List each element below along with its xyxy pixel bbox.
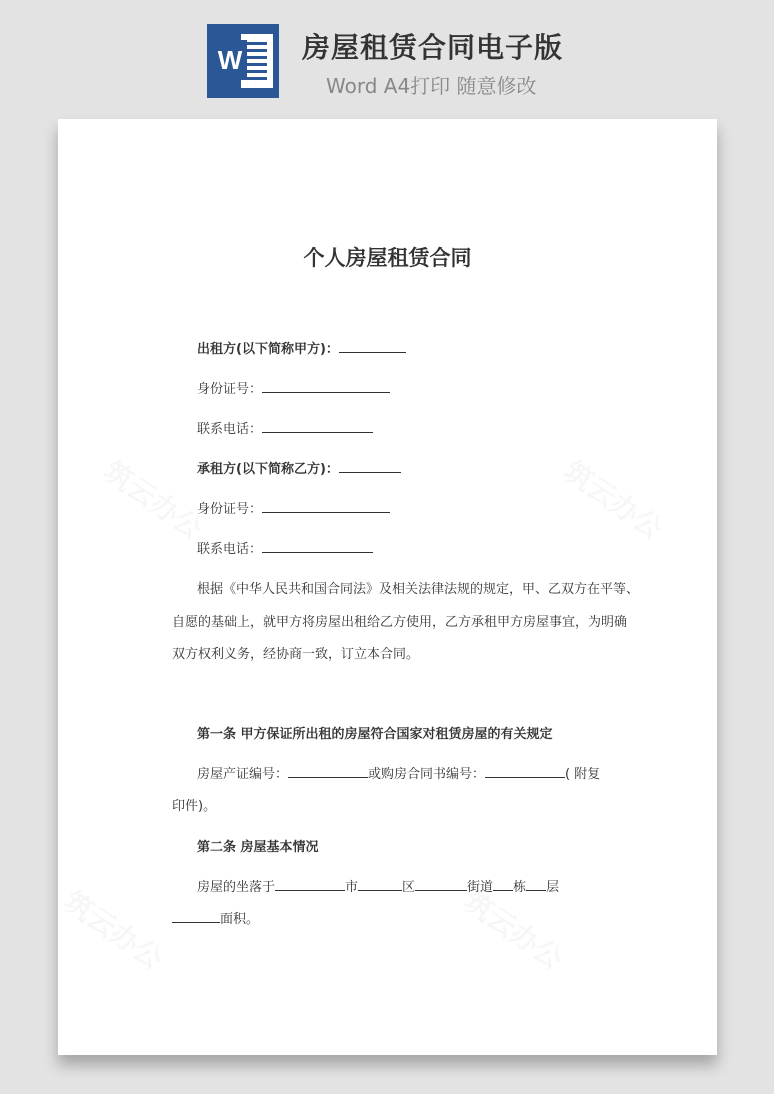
lessee-phone-blank[interactable]: [262, 539, 373, 553]
article2-line-2: [172, 908, 259, 927]
floor-label: 层: [546, 880, 560, 895]
document-title: 个人房屋租赁合同: [303, 246, 472, 270]
contract-blank[interactable]: [485, 764, 565, 778]
lessor-id-blank[interactable]: [262, 379, 390, 393]
lessee-phone-label: 联系电话：: [197, 542, 263, 557]
area-label: 面积。: [220, 912, 260, 927]
floor-blank[interactable]: [526, 877, 546, 891]
intro-line-3: 双方权利义务，经协商一致，订立本合同。: [172, 647, 420, 662]
watermark: [557, 450, 672, 547]
contract-label: 或购房合同书编号：: [368, 767, 486, 782]
city-blank[interactable]: [275, 877, 345, 891]
lessor-label: 出租方(以下简称甲方)：: [197, 342, 339, 357]
article2-line: [197, 876, 559, 895]
lessor-line: [197, 338, 406, 357]
street-blank[interactable]: [415, 877, 467, 891]
watermark: [457, 880, 572, 977]
district-blank[interactable]: [358, 877, 402, 891]
lessee-id-blank[interactable]: [262, 499, 390, 513]
lessor-phone-line: [197, 418, 373, 437]
lessee-line: [197, 458, 401, 477]
header: [0, 0, 774, 110]
street-label: 街道: [467, 880, 494, 895]
lessor-id-line: [197, 378, 390, 397]
building-blank[interactable]: [493, 877, 513, 891]
lessee-blank[interactable]: [339, 459, 401, 473]
lessor-phone-blank[interactable]: [262, 419, 373, 433]
intro-line-2: 自愿的基础上，就甲方将房屋出租给乙方使用，乙方承租甲方房屋事宜，为明确: [172, 615, 628, 630]
header-subtitle: Word A4打印 随意修改: [326, 74, 537, 98]
lessee-id-line: [197, 498, 390, 517]
cert-blank[interactable]: [288, 764, 368, 778]
lessor-phone-label: 联系电话：: [197, 422, 263, 437]
article1-line: [197, 763, 600, 782]
cert-label: 房屋产证编号：: [197, 767, 289, 782]
document-page: [58, 119, 717, 1055]
watermark: [58, 880, 171, 977]
word-icon: [207, 24, 279, 98]
lessor-id-label: 身份证号：: [197, 382, 263, 397]
article1-line-2: 印件)。: [172, 799, 217, 814]
header-title: 房屋租赁合同电子版: [302, 31, 564, 64]
lessee-id-label: 身份证号：: [197, 502, 263, 517]
copy-open: ( 附复: [565, 767, 601, 782]
building-label: 栋: [513, 880, 527, 895]
lessee-label: 承租方(以下简称乙方)：: [197, 462, 339, 477]
lessee-phone-line: [197, 538, 373, 557]
area-blank[interactable]: [172, 909, 220, 923]
word-letter: W: [213, 40, 247, 80]
intro-line-1: 根据《中华人民共和国合同法》及相关法律法规的规定，甲、乙双方在平等、: [197, 582, 640, 597]
lessor-blank[interactable]: [339, 339, 406, 353]
article2-title: 第二条 房屋基本情况: [197, 840, 319, 855]
watermark: [97, 450, 212, 547]
article1-title: 第一条 甲方保证所出租的房屋符合国家对租赁房屋的有关规定: [197, 727, 553, 742]
district-label: 区: [402, 880, 416, 895]
city-label: 市: [345, 880, 359, 895]
loc-prefix: 房屋的坐落于: [197, 880, 276, 895]
